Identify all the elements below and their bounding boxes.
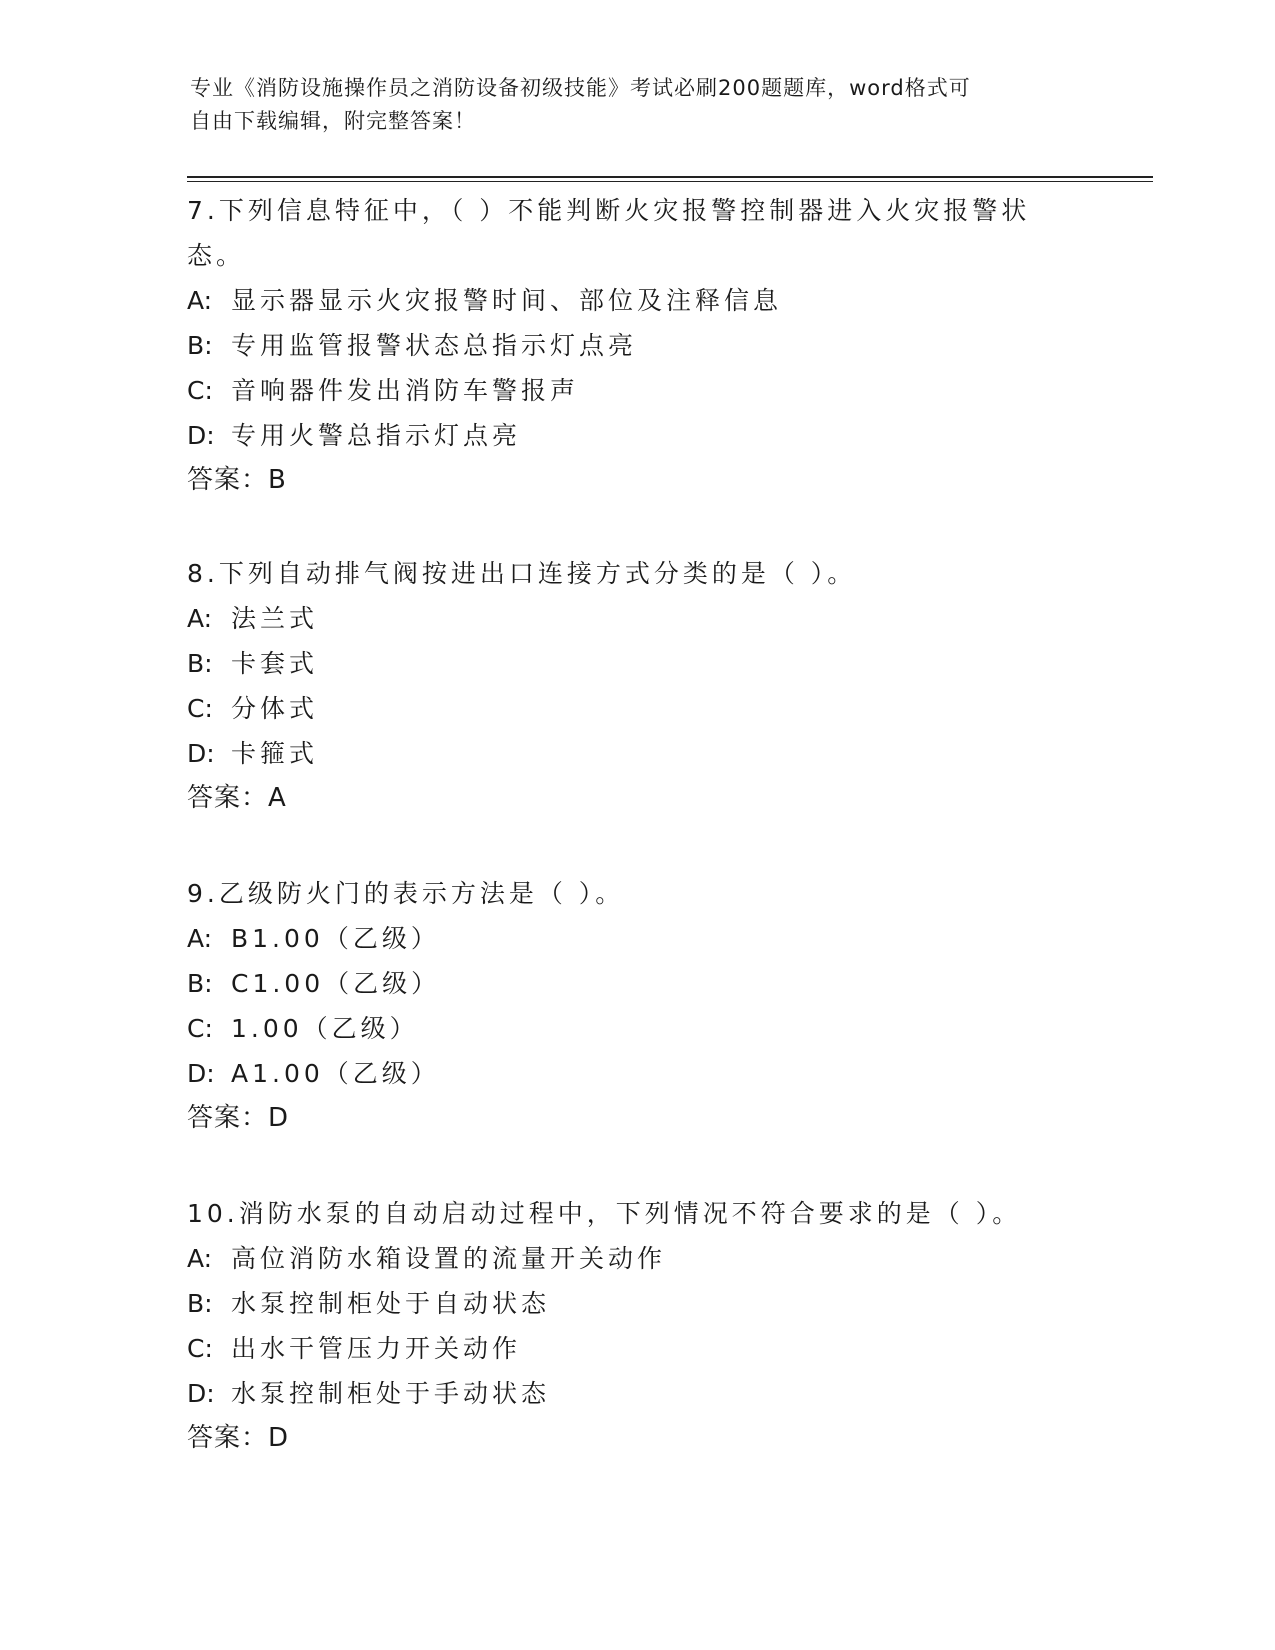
- option-text: B1.00（乙级）: [231, 924, 440, 953]
- option-text: 出水干管压力开关动作: [231, 1334, 522, 1363]
- option-letter: A:: [187, 924, 213, 953]
- option-a: [187, 1236, 1087, 1281]
- option-text: 音响器件发出消防车警报声: [231, 376, 580, 405]
- option-text: 水泵控制柜处于手动状态: [231, 1379, 551, 1408]
- option-letter: A:: [187, 286, 213, 315]
- option-text: 卡套式: [231, 649, 319, 678]
- question-stem-continued: 态。: [187, 241, 246, 270]
- option-letter: D:: [187, 1059, 215, 1088]
- document-header: [190, 72, 1070, 138]
- question-stem: 10.消防水泵的自动启动过程中，下列情况不符合要求的是（ ）。: [187, 1199, 1022, 1228]
- option-letter: B:: [187, 969, 213, 998]
- header-line-1: 专业《消防设施操作员之消防设备初级技能》考试必刷200题题库，word格式可: [190, 76, 971, 100]
- option-b: [187, 961, 1087, 1006]
- option-text: A1.00（乙级）: [231, 1059, 440, 1088]
- option-c: [187, 1326, 1087, 1371]
- option-letter: D:: [187, 1379, 215, 1408]
- option-text: C1.00（乙级）: [231, 969, 441, 998]
- question-9: [187, 871, 1087, 1141]
- option-c: [187, 686, 1087, 731]
- question-stem: 9.乙级防火门的表示方法是（ ）。: [187, 879, 625, 908]
- question-stem: 7.下列信息特征中，（ ）不能判断火灾报警控制器进入火灾报警状: [187, 196, 1031, 225]
- option-text: 法兰式: [231, 604, 319, 633]
- header-divider-thick: [187, 176, 1153, 178]
- option-letter: D:: [187, 739, 215, 768]
- question-10: [187, 1191, 1087, 1461]
- option-c: [187, 1006, 1087, 1051]
- option-letter: C:: [187, 1014, 213, 1043]
- option-a: [187, 916, 1087, 961]
- option-letter: D:: [187, 421, 215, 450]
- answer-line: 答案：D: [187, 1423, 290, 1453]
- option-b: [187, 323, 1087, 368]
- option-text: 显示器显示火灾报警时间、部位及注释信息: [231, 286, 783, 315]
- option-letter: C:: [187, 376, 213, 405]
- option-d: [187, 1371, 1087, 1416]
- option-letter: B:: [187, 649, 213, 678]
- option-a: [187, 278, 1087, 323]
- header-divider-thin: [187, 181, 1153, 182]
- option-b: [187, 1281, 1087, 1326]
- option-letter: C:: [187, 1334, 213, 1363]
- option-text: 分体式: [231, 694, 319, 723]
- option-letter: C:: [187, 694, 213, 723]
- answer-line: 答案：D: [187, 1103, 290, 1133]
- option-text: 高位消防水箱设置的流量开关动作: [231, 1244, 667, 1273]
- option-text: 水泵控制柜处于自动状态: [231, 1289, 551, 1318]
- option-letter: B:: [187, 1289, 213, 1318]
- option-letter: B:: [187, 331, 213, 360]
- option-text: 专用火警总指示灯点亮: [231, 421, 522, 450]
- option-b: [187, 641, 1087, 686]
- header-line-2: 自由下载编辑，附完整答案！: [190, 109, 476, 133]
- question-8: [187, 551, 1087, 821]
- question-7: [187, 188, 1087, 503]
- option-d: [187, 1051, 1087, 1096]
- option-text: 1.00（乙级）: [231, 1014, 419, 1043]
- option-text: 卡箍式: [231, 739, 319, 768]
- question-stem: 8.下列自动排气阀按进出口连接方式分类的是（ ）。: [187, 559, 857, 588]
- option-a: [187, 596, 1087, 641]
- option-text: 专用监管报警状态总指示灯点亮: [231, 331, 638, 360]
- option-letter: A:: [187, 1244, 213, 1273]
- answer-line: 答案：A: [187, 783, 287, 813]
- answer-line: 答案：B: [187, 465, 287, 495]
- option-c: [187, 368, 1087, 413]
- option-d: [187, 731, 1087, 776]
- option-letter: A:: [187, 604, 213, 633]
- option-d: [187, 413, 1087, 458]
